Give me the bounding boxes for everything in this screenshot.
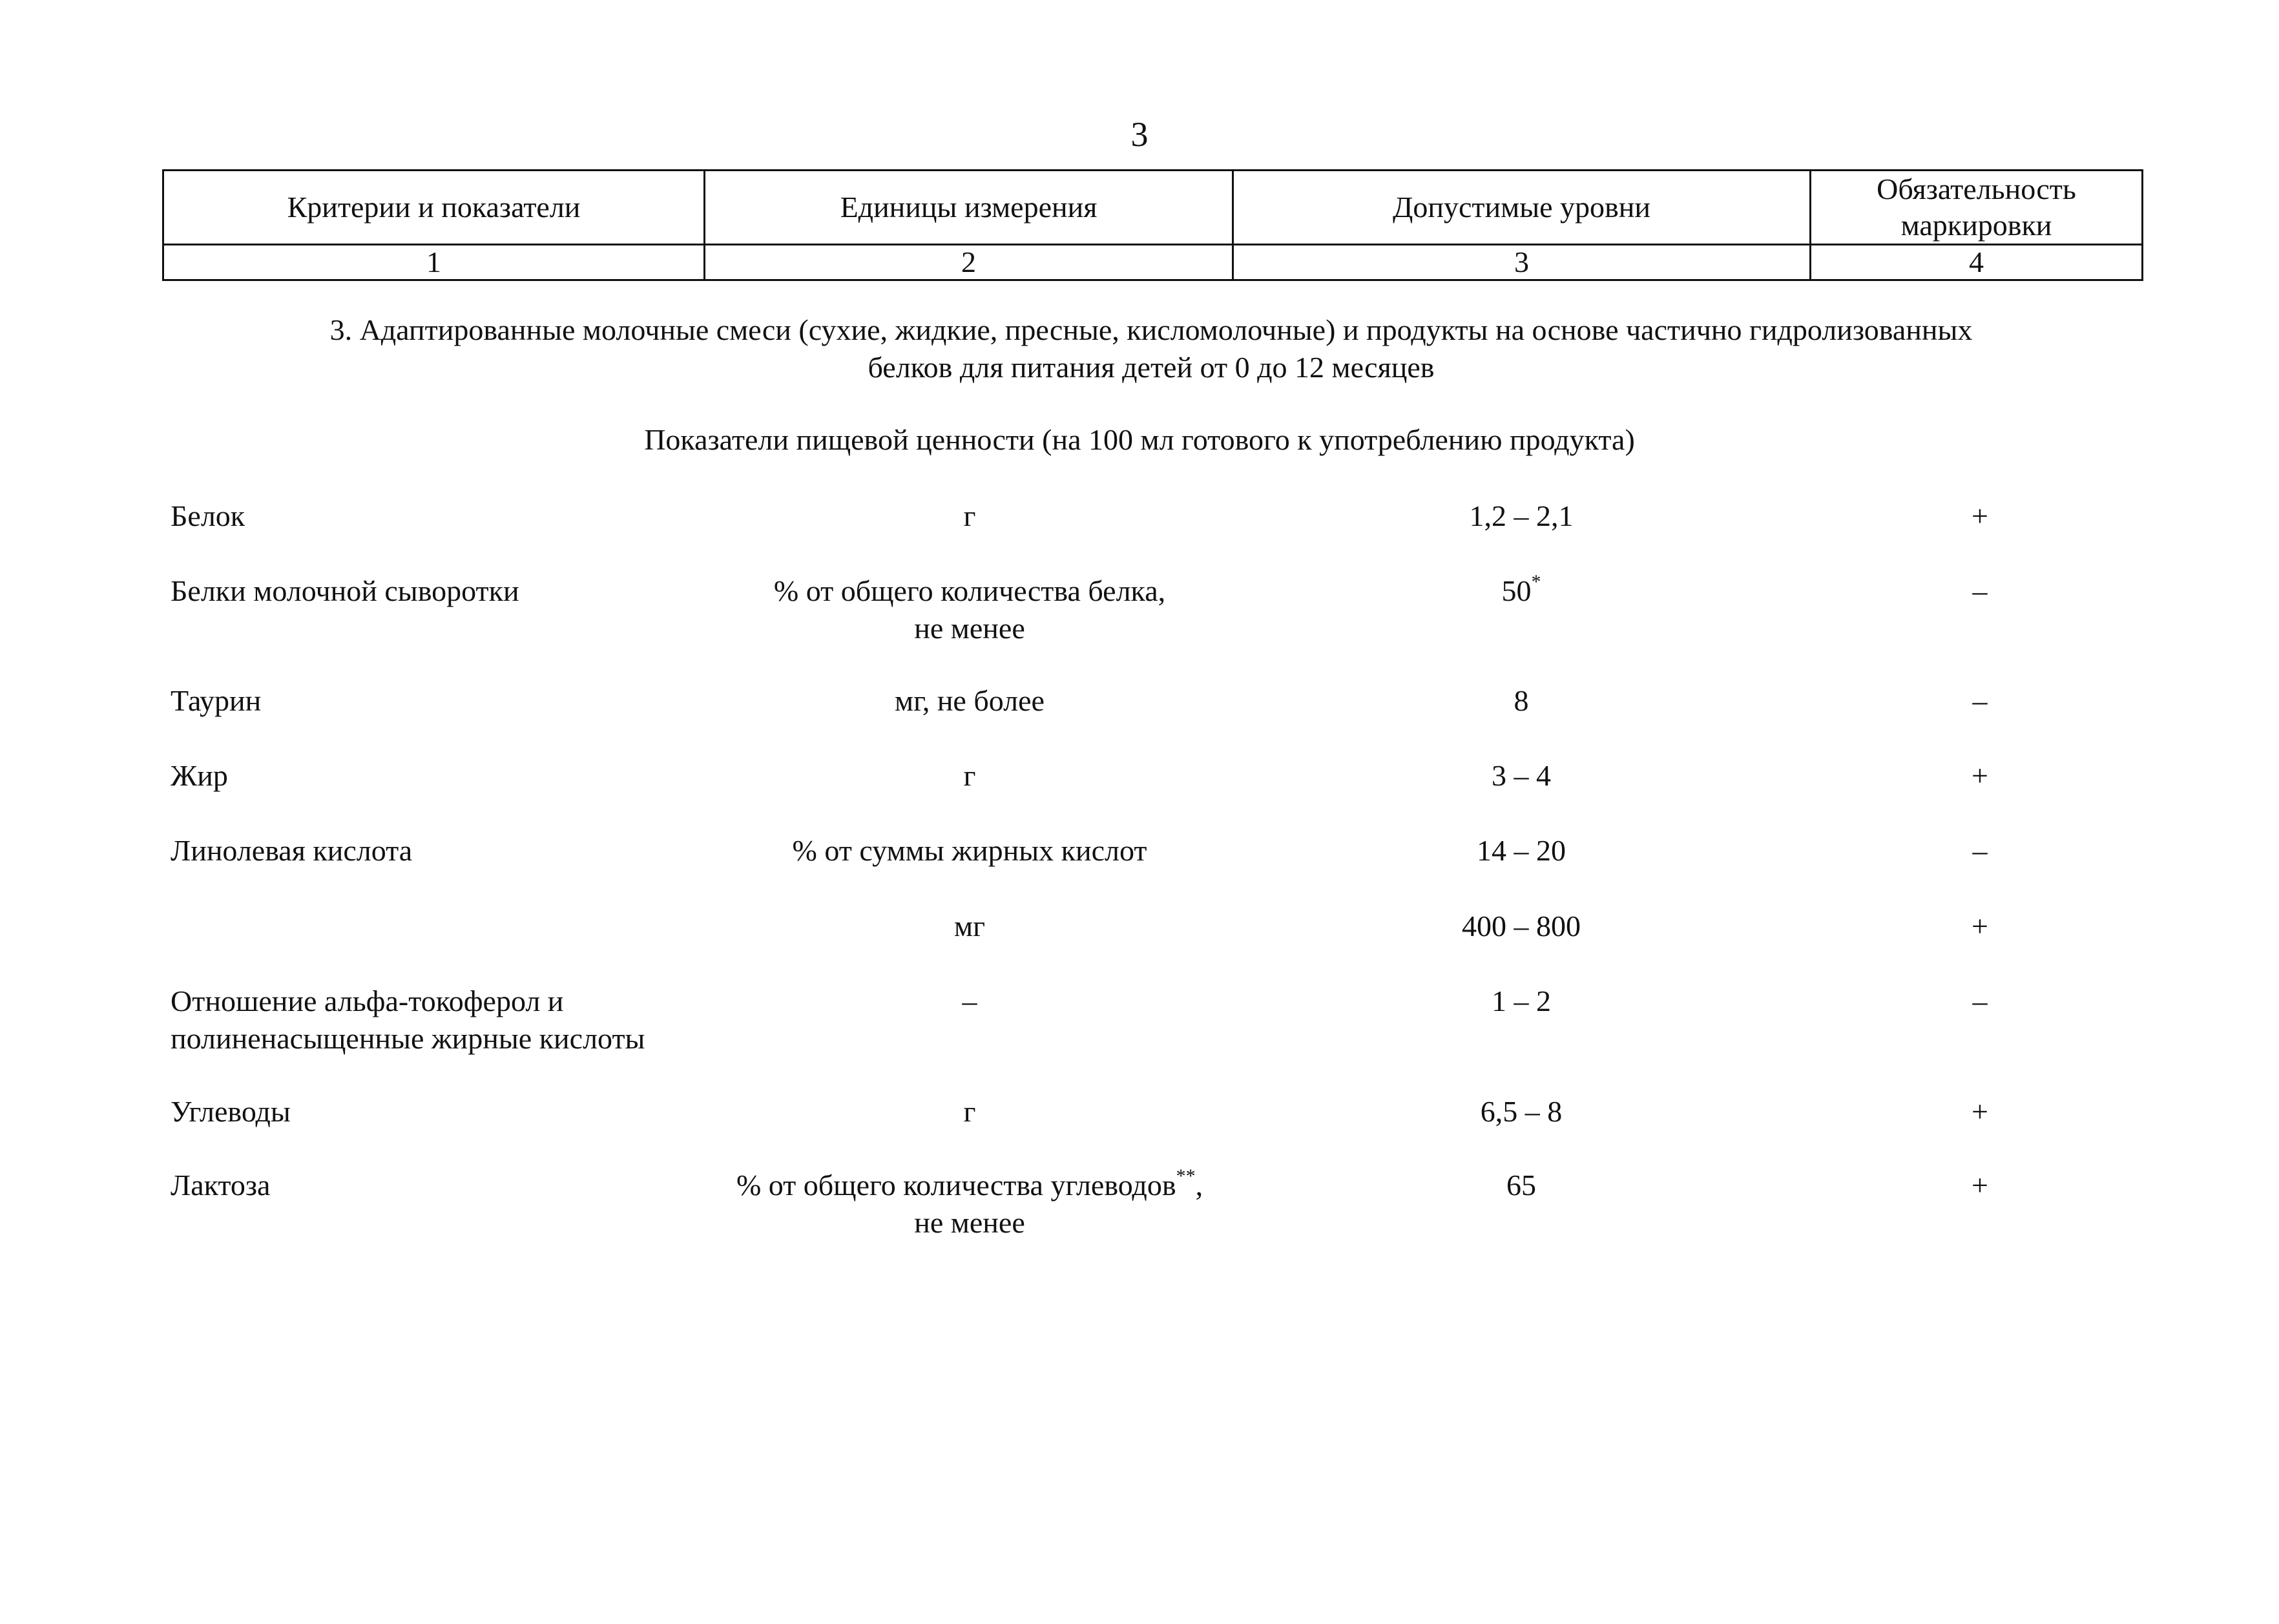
section-title-line: белков для питания детей от 0 до 12 месяцев [868,351,1435,384]
labeling-required: – [1972,834,1988,867]
section-subtitle: Показатели пищевой ценности (на 100 мл готового к употреблению продукта) [644,423,1635,456]
labeling-required: + [1972,1095,1988,1128]
unit [647,832,1293,869]
allowed-level [1269,1167,1773,1204]
unit [647,1167,1293,1242]
unit-line [647,983,1293,1020]
column-number: 3 [1233,245,1811,280]
labeling-required: – [1972,574,1988,607]
header-label: Критерии и показатели [287,191,581,224]
unit-text: г [963,499,976,532]
unit-text: % от общего количества белка, [773,574,1166,607]
criterion-name-line: Углеводы [171,1095,291,1128]
allowed-level-value: 3 – 4 [1492,759,1551,792]
unit-line [647,832,1293,869]
unit [647,908,1293,945]
unit-line [647,610,1293,647]
allowed-level-value: 1 – 2 [1492,984,1551,1017]
criterion-name-line: Лактоза [171,1169,271,1202]
allowed-level-value: 50 [1501,574,1532,607]
criterion-name-line: полиненасыщенные жирные кислоты [171,1022,645,1055]
unit-line [647,908,1293,945]
labeling-required: + [1972,499,1988,532]
unit-text: г [963,759,976,792]
unit [647,497,1293,535]
allowed-level [1269,572,1773,610]
unit-line [647,682,1293,720]
footnote-marker: * [1531,571,1541,592]
labeling-required: + [1972,759,1988,792]
allowed-level-value: 8 [1514,684,1529,717]
allowed-level-value: 65 [1506,1169,1536,1202]
criterion-name-line: Линолевая кислота [171,834,413,867]
unit-line [647,1093,1293,1130]
criterion-name-line: Белок [171,499,245,532]
header-label: Обязательность [1877,172,2076,205]
allowed-level-value: 1,2 – 2,1 [1469,499,1574,532]
footnote-marker: ** [1176,1165,1196,1187]
unit-line [647,572,1293,610]
allowed-level [1269,908,1773,945]
column-number: 2 [705,245,1233,280]
labeling-required: + [1972,910,1988,942]
criterion-name-line: Таурин [171,684,262,717]
labeling-required: – [1972,684,1988,717]
allowed-level-value: 400 – 800 [1462,910,1581,942]
column-number: 4 [1811,245,2143,280]
unit-line [647,1167,1293,1204]
unit-suffix: , [1195,1169,1203,1202]
criterion-name-line: Белки молочной сыворотки [171,574,519,607]
unit-text: не менее [914,612,1025,645]
criterion-name-line: Жир [171,759,228,792]
allowed-level [1269,1093,1773,1130]
page-number: 3 [1130,115,1149,154]
allowed-level-value: 14 – 20 [1477,834,1566,867]
unit [647,682,1293,720]
unit-text: % от общего количества углеводов [736,1169,1176,1202]
allowed-level [1269,832,1773,869]
unit-text: – [962,984,977,1017]
unit [647,983,1293,1020]
unit [647,757,1293,795]
header-label: маркировки [1900,209,2052,242]
criterion-name-line: Отношение альфа-токоферол и [171,984,564,1017]
unit-text: мг [954,910,985,942]
labeling-required: + [1972,1169,1988,1202]
unit-text: мг, не более [895,684,1045,717]
unit [647,1093,1293,1130]
allowed-level [1269,682,1773,720]
unit-text: % от суммы жирных кислот [792,834,1147,867]
unit-text: не менее [914,1206,1025,1239]
allowed-level-value: 6,5 – 8 [1480,1095,1563,1128]
section-title-line: 3. Адаптированные молочные смеси (сухие, жидкие, пресные, кисломолочные) и продукты на основе частично гидролизованных [329,313,1973,346]
header-label: Допустимые уровни [1392,191,1651,224]
unit [647,572,1293,647]
allowed-level [1269,757,1773,795]
unit-line [647,1204,1293,1242]
unit-line [647,497,1293,535]
unit-line [647,757,1293,795]
allowed-level [1269,497,1773,535]
header-label: Единицы измерения [840,191,1098,224]
unit-text: г [963,1095,976,1128]
labeling-required: – [1972,984,1988,1017]
allowed-level [1269,983,1773,1020]
column-number: 1 [163,245,705,280]
